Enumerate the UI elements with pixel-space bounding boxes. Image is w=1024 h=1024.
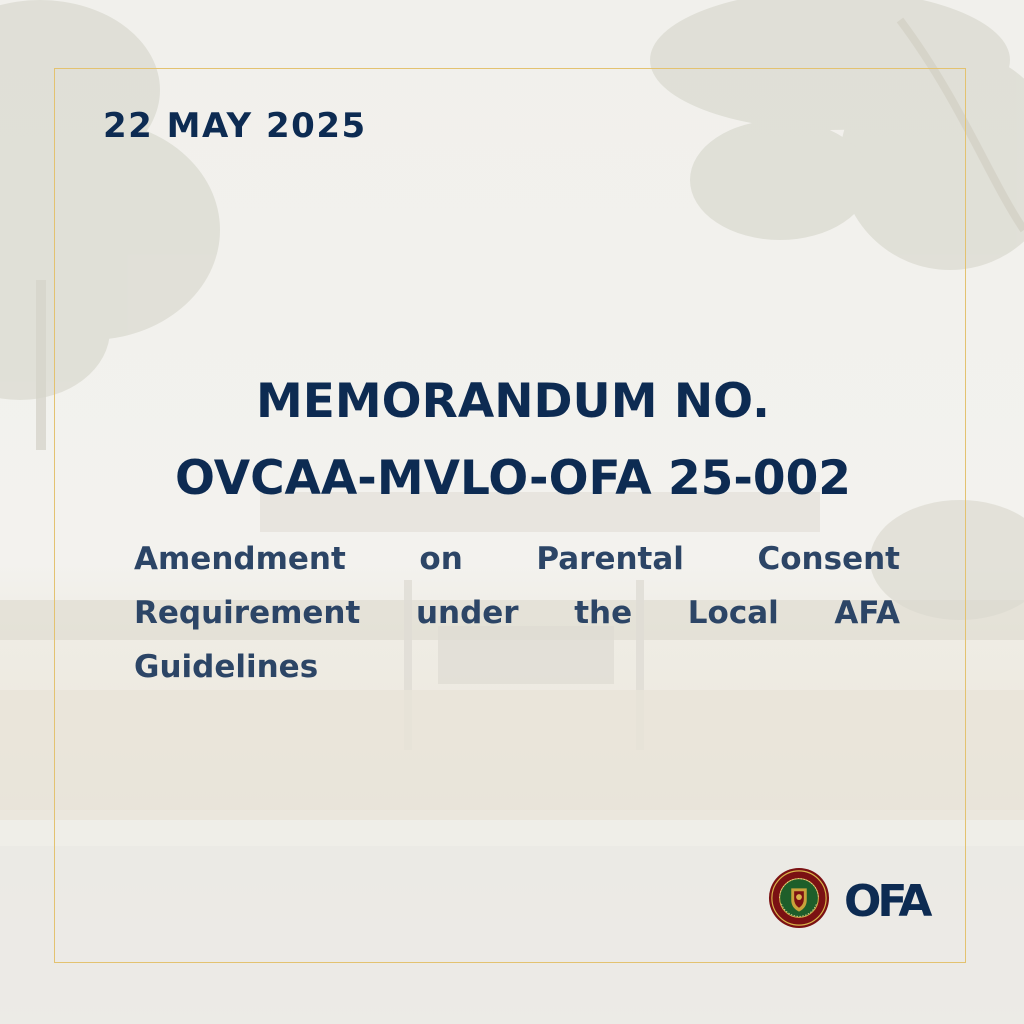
memo-subject: Amendment on Parental Consent Requirement under the Local AFA Guidelines [134, 541, 900, 685]
ofa-logo-text: OFA [844, 876, 929, 922]
university-seal-icon [768, 867, 830, 929]
ofa-logo [844, 874, 934, 922]
logo-group [768, 866, 934, 930]
memo-title-line-1: MEMORANDUM NO. [256, 374, 770, 429]
memo-date: 22 MAY 2025 [103, 106, 367, 146]
gold-frame [54, 68, 966, 963]
memo-number: OVCAA-MVLO-OFA 25-002 [175, 451, 851, 506]
